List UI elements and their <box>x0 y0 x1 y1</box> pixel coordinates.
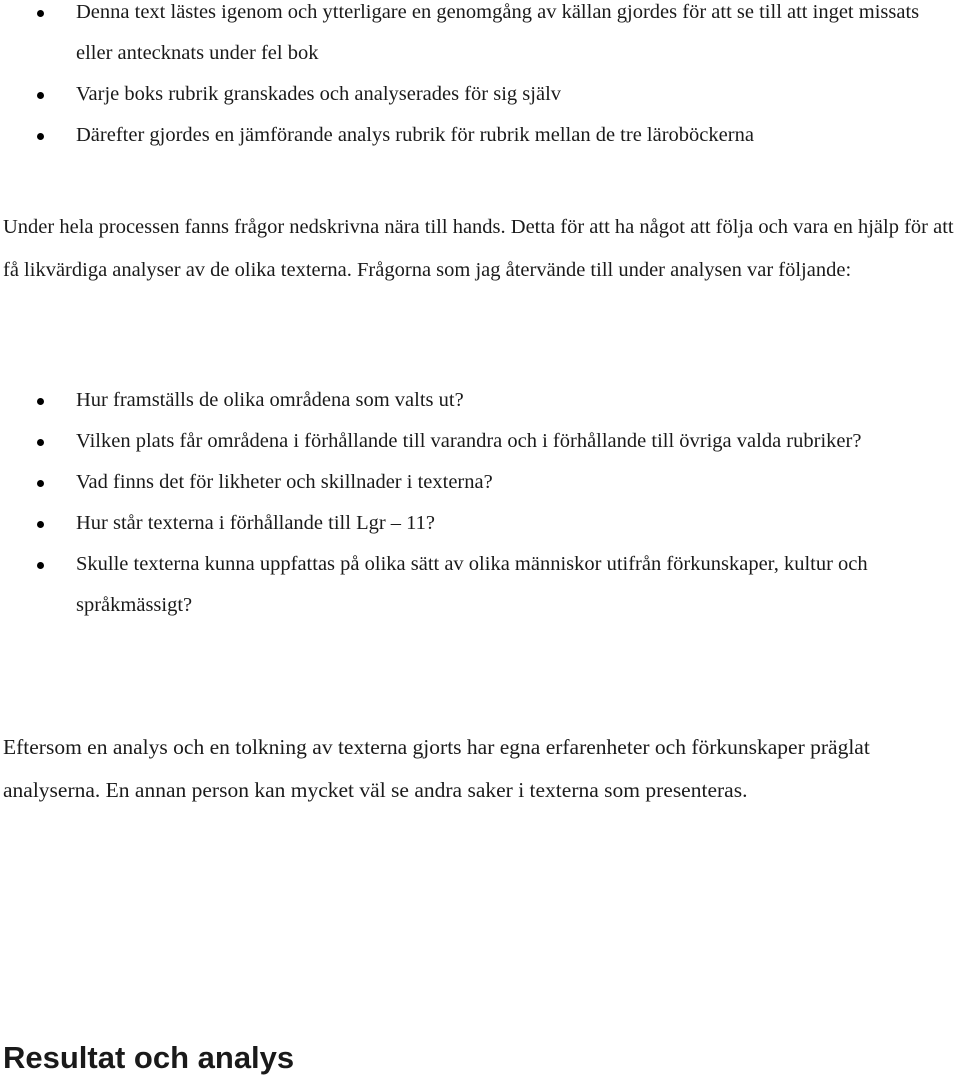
list-item-text: Skulle texterna kunna uppfattas på olika sätt av olika människor utifrån förkunskaper, kultur och språkmässigt? <box>76 553 868 616</box>
reflection-paragraph: Eftersom en analys och en tolkning av texterna gjorts har egna erfarenheter och förkunskaper präglat analyserna. En annan person kan mycket väl se andra saker i texterna som presenteras. <box>3 735 870 802</box>
list-item <box>0 503 956 544</box>
list-item <box>0 115 956 156</box>
list-item <box>0 380 956 421</box>
list-item-text: Vilken plats får områdena i förhållande till varandra och i förhållande till övriga valda rubriker? <box>76 430 862 452</box>
list-item-text: Vad finns det för likheter och skillnader i texterna? <box>76 471 493 493</box>
list-item <box>0 0 956 74</box>
list-item <box>0 544 956 626</box>
list-item-text: Varje boks rubrik granskades och analyserades för sig själv <box>76 83 562 105</box>
list-item <box>0 74 956 115</box>
analysis-questions-list <box>0 380 956 626</box>
list-item-text: Hur står texterna i förhållande till Lgr – 11? <box>76 512 436 534</box>
list-item-text: Denna text lästes igenom och ytterligare en genomgång av källan gjordes för att se till att inget missats eller antecknats under fel bok <box>76 1 920 64</box>
bullet-icon <box>37 10 44 17</box>
bullet-icon <box>37 398 44 405</box>
list-item-text: Hur framställs de olika områdena som valts ut? <box>76 389 464 411</box>
bullet-icon <box>37 439 44 446</box>
list-item <box>0 421 956 462</box>
section-heading: Resultat och analys <box>3 1040 295 1075</box>
list-item-text: Därefter gjordes en jämförande analys rubrik för rubrik mellan de tre läroböckerna <box>76 124 754 146</box>
bullet-icon <box>37 480 44 487</box>
bullet-icon <box>37 521 44 528</box>
bullet-icon <box>37 562 44 569</box>
bullet-icon <box>37 92 44 99</box>
list-item <box>0 462 956 503</box>
method-steps-list <box>0 0 956 156</box>
process-paragraph: Under hela processen fanns frågor nedskrivna nära till hands. Detta för att ha något att följa och vara en hjälp för att få likvärdiga analyser av de olika texterna. Frågorna som jag återvände till under analysen var följande: <box>3 216 954 281</box>
bullet-icon <box>37 133 44 140</box>
